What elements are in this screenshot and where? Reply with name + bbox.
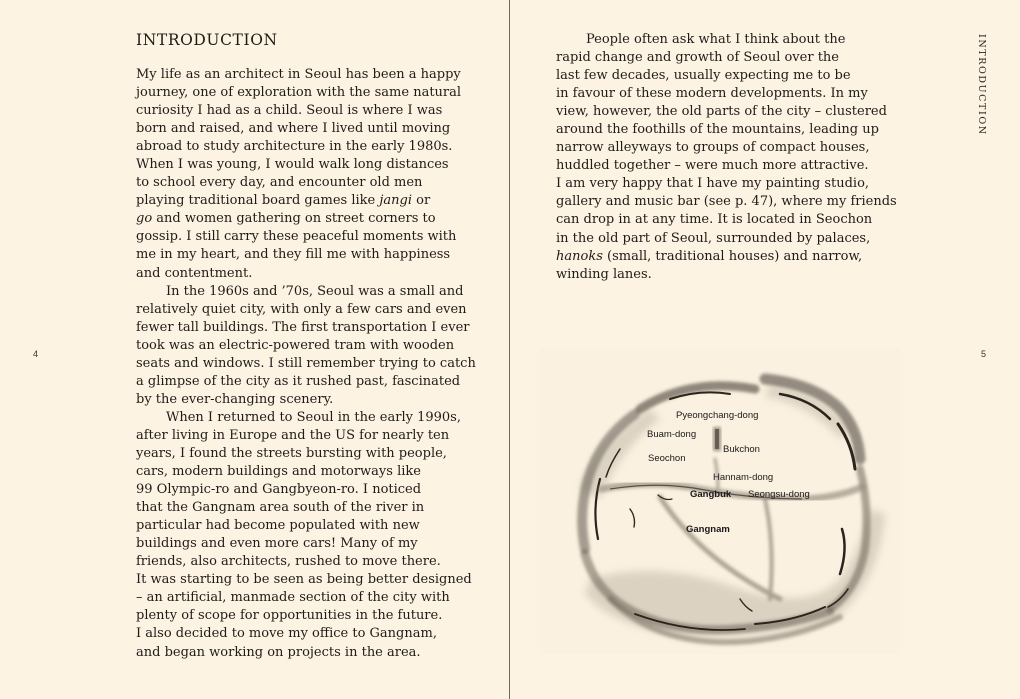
text-line	[136, 210, 476, 228]
text-line	[556, 248, 897, 266]
text-line: narrow alleyways to groups of compact houses,	[556, 140, 870, 156]
right-body-text	[556, 31, 897, 284]
text-fragment: and women gathering on street corners to	[152, 211, 436, 227]
text-line: When I returned to Seoul in the early 1990s,	[166, 409, 461, 425]
running-head: INTRODUCTION	[976, 34, 987, 136]
italic-term: go	[136, 211, 153, 227]
text-line	[136, 192, 476, 210]
text-line: buildings and even more cars! Many of my	[136, 536, 418, 552]
text-line: I am very happy that I have my painting studio,	[556, 176, 870, 192]
page-number-right: 5	[981, 349, 987, 359]
text-line: When I was young, I would walk long distances	[136, 157, 449, 173]
text-line: can drop in at any time. It is located in Seochon	[556, 212, 873, 228]
text-line: winding lanes.	[556, 266, 652, 282]
left-page	[0, 0, 509, 699]
map-label-buam: Buam-dong	[647, 429, 697, 440]
text-line: rapid change and growth of Seoul over the	[556, 50, 839, 66]
italic-term: jangi	[379, 193, 412, 209]
text-line: It was starting to be seen as being better designed	[136, 572, 472, 588]
text-line: In the 1960s and ’70s, Seoul was a small and	[166, 283, 464, 299]
map-label-pyeongchang: Pyeongchang-dong	[676, 410, 759, 421]
text-line: to school every day, and encounter old men	[136, 175, 423, 191]
text-fragment: or	[411, 193, 431, 209]
text-line: People often ask what I think about the	[586, 32, 846, 47]
text-line: that the Gangnam area south of the river in	[136, 500, 425, 516]
text-line: journey, one of exploration with the same natural	[136, 85, 462, 101]
text-line: friends, also architects, rushed to move there.	[136, 554, 441, 570]
text-line: curiosity I had as a child. Seoul is where I was	[136, 103, 443, 119]
text-line: born and raised, and where I lived until moving	[136, 121, 451, 137]
italic-term: hanoks	[556, 248, 603, 264]
text-line: particular had become populated with new	[136, 518, 420, 534]
text-line: seats and windows. I still remember trying to catch	[136, 355, 476, 371]
map-label-gangnam: Gangnam	[686, 524, 730, 535]
text-line: and began working on projects in the area.	[136, 644, 421, 660]
text-line: My life as an architect in Seoul has been a happy	[136, 67, 461, 82]
map-ink-strokes	[540, 349, 900, 654]
right-page	[510, 0, 1020, 699]
map-label-hannam: Hannam-dong	[713, 472, 774, 483]
text-line: around the foothills of the mountains, leading up	[556, 122, 879, 138]
text-line: plenty of scope for opportunities in the future.	[136, 608, 443, 624]
text-line: relatively quiet city, with only a few cars and even	[136, 301, 467, 317]
text-line: me in my heart, and they fill me with happiness	[136, 247, 451, 263]
text-line: view, however, the old parts of the city – clustered	[556, 104, 887, 120]
page-title: INTRODUCTION	[136, 31, 278, 49]
map-label-seongsu: Seongsu-dong	[748, 489, 810, 500]
seoul-ink-map	[540, 349, 900, 654]
text-fragment: playing traditional board games like	[136, 193, 380, 209]
text-line: years, I found the streets bursting with people,	[136, 445, 447, 461]
map-label-gangbuk: Gangbuk	[690, 489, 732, 500]
text-line: by the ever-changing scenery.	[136, 391, 334, 407]
text-fragment: (small, traditional houses) and narrow,	[602, 248, 863, 264]
text-line: and contentment.	[136, 265, 253, 281]
text-line: abroad to study architecture in the early 1980s.	[136, 139, 453, 155]
text-line: after living in Europe and the US for nearly ten	[136, 427, 450, 443]
map-label-seochon: Seochon	[648, 453, 686, 464]
text-line: gallery and music bar (see p. 47), where my friends	[556, 194, 897, 210]
text-line: cars, modern buildings and motorways like	[136, 464, 421, 480]
text-line: gossip. I still carry these peaceful moments with	[136, 229, 457, 245]
left-body-text	[136, 66, 476, 662]
page-number-left: 4	[33, 349, 39, 359]
text-line: 99 Olympic-ro and Gangbyeon-ro. I noticed	[136, 482, 422, 498]
text-line: huddled together – were much more attractive.	[556, 158, 869, 174]
text-line: I also decided to move my office to Gangnam,	[136, 626, 437, 642]
text-line: fewer tall buildings. The first transportation I ever	[136, 319, 470, 335]
text-line: in the old part of Seoul, surrounded by palaces,	[556, 230, 871, 246]
text-line: last few decades, usually expecting me to be	[556, 68, 851, 84]
text-line: in favour of these modern developments. In my	[556, 86, 868, 102]
map-label-bukchon: Bukchon	[723, 444, 760, 455]
text-line: took was an electric-powered tram with wooden	[136, 337, 455, 353]
text-line: – an artificial, manmade section of the city with	[136, 590, 450, 606]
text-line: a glimpse of the city as it rushed past, fascinated	[136, 373, 461, 389]
